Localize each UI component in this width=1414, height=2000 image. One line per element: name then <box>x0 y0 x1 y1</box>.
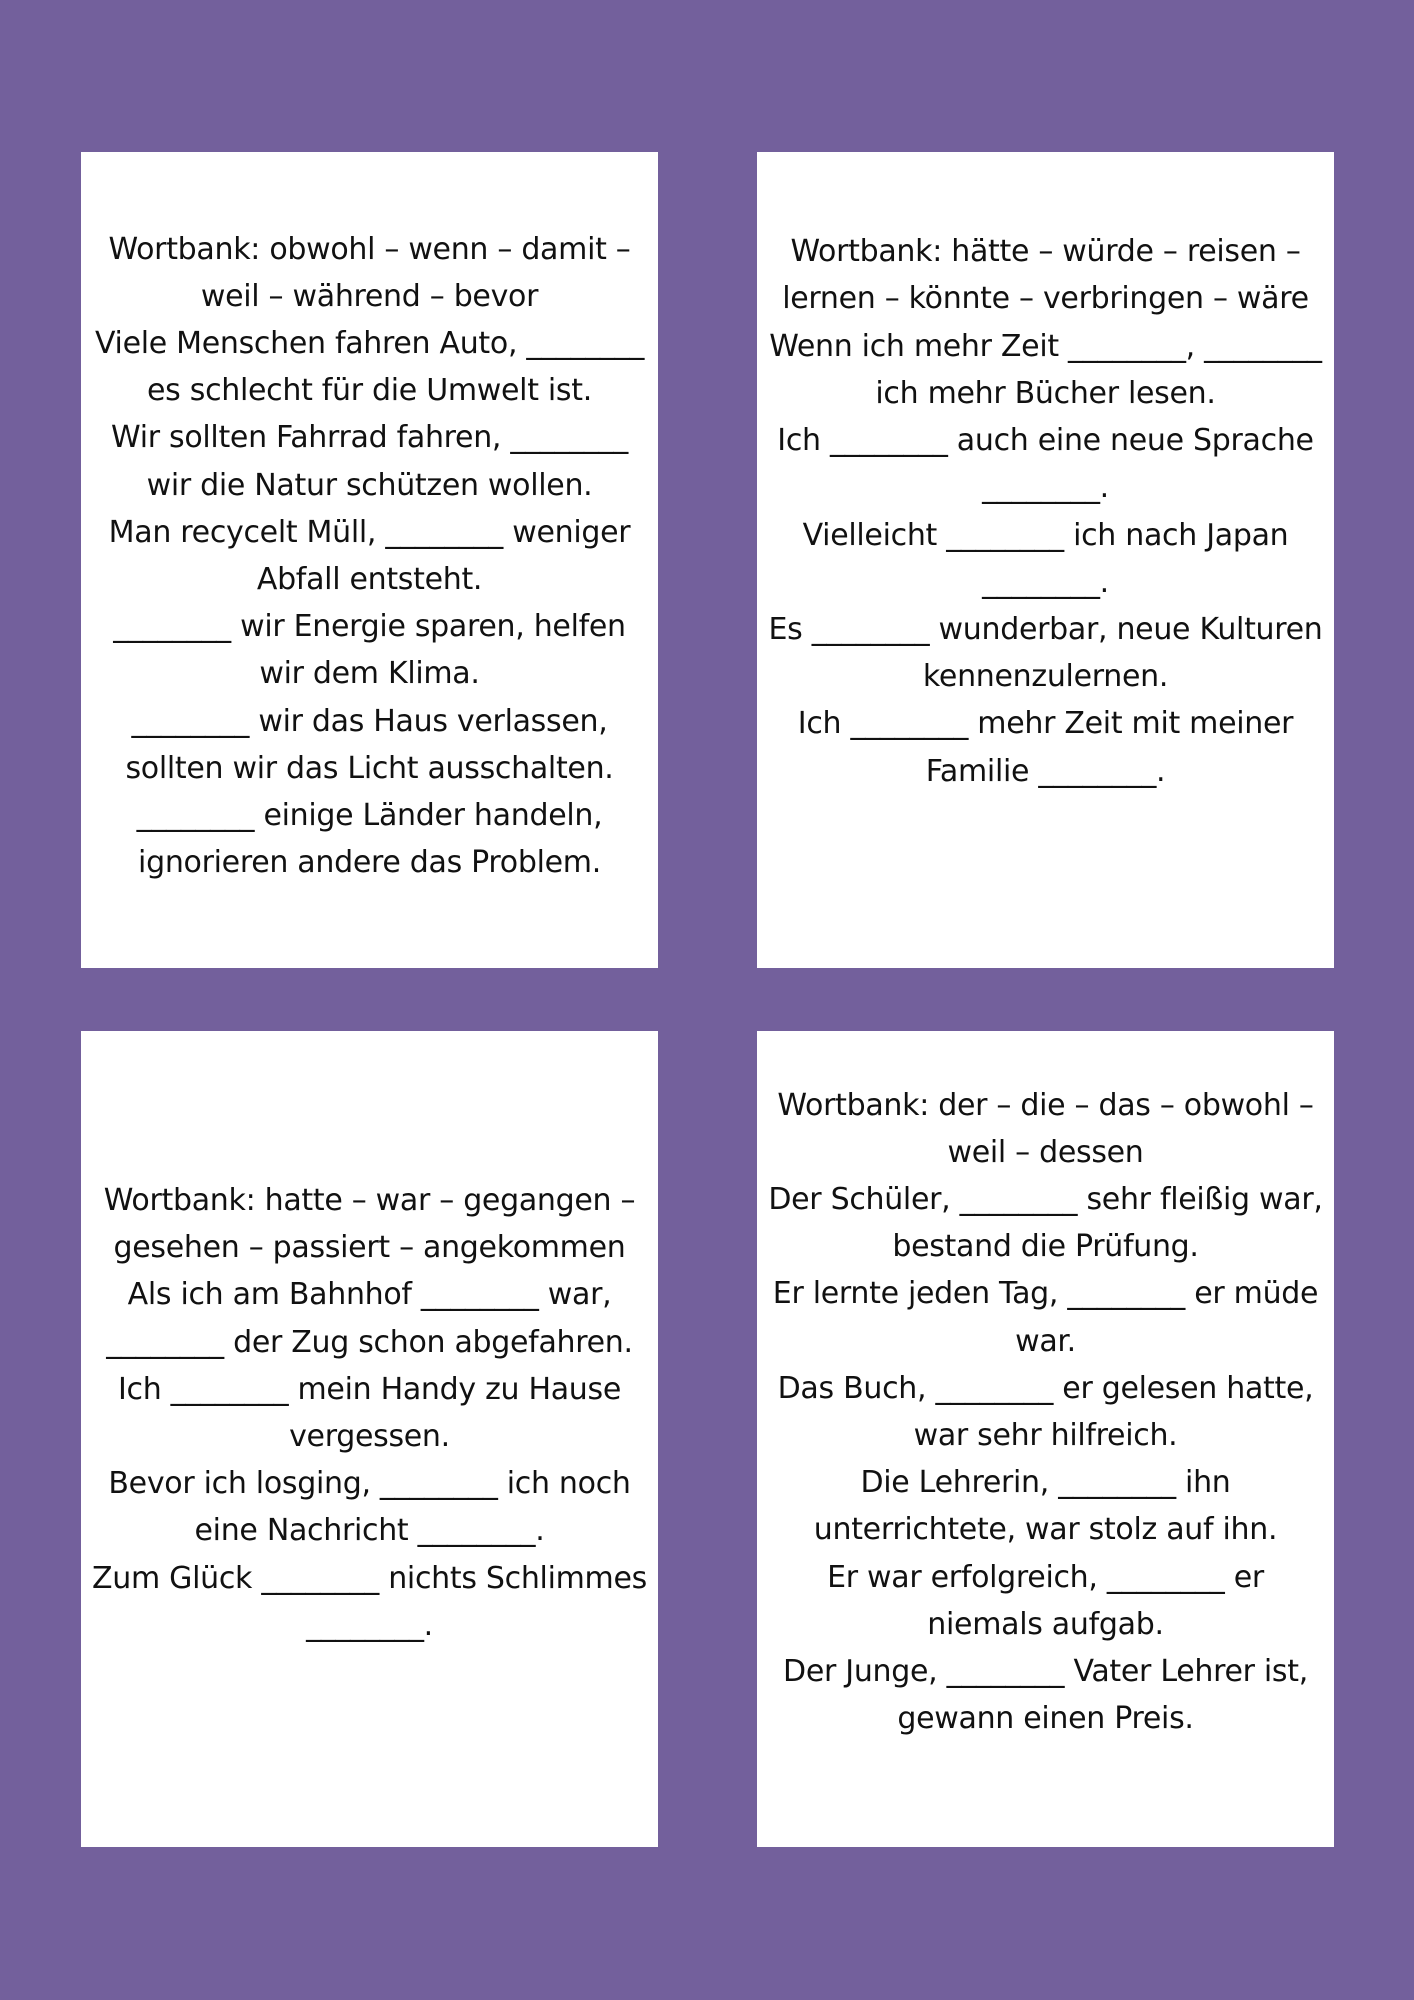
exercise-sentence: Die Lehrerin, ________ ihn unterrichtete, war stolz auf ihn. <box>813 1465 1278 1548</box>
exercise-sentence: Der Schüler, ________ sehr fleißig war, bestand die Prüfung. <box>768 1181 1323 1265</box>
exercise-sentence: Zum Glück ________ nichts Schlimmes ________. <box>92 1560 647 1643</box>
exercise-sentence: Vielleicht ________ ich nach Japan ________. <box>802 517 1289 600</box>
exercise-sentence: Er war erfolgreich, ________ er niemals aufgab. <box>827 1559 1264 1642</box>
exercise-sentence: Ich ________ mehr Zeit mit meiner Familie ________. <box>797 706 1294 789</box>
exercise-sentence: Ich ________ mein Handy zu Hause vergessen. <box>117 1371 622 1454</box>
wordbank: Wortbank: der – die – das – obwohl – weil – dessen <box>777 1087 1314 1170</box>
card-content <box>91 1177 648 1649</box>
exercise-sentence: Das Buch, ________ er gelesen hatte, war sehr hilfreich. <box>777 1370 1314 1453</box>
exercise-sentence: Wenn ich mehr Zeit ________, ________ ich mehr Bücher lesen. <box>769 328 1322 411</box>
wordbank: Wortbank: hatte – war – gegangen – gesehen – passiert – angekommen <box>103 1182 636 1266</box>
exercise-sentence: Wir sollten Fahrrad fahren, ________ wir die Natur schützen wollen. <box>110 420 628 503</box>
worksheet-card-conjunctions <box>81 152 658 968</box>
worksheet-card-konjunktiv <box>757 152 1334 968</box>
exercise-sentence: Bevor ich losging, ________ ich noch eine Nachricht ________. <box>108 1466 631 1549</box>
exercise-sentence: Er lernte jeden Tag, ________ er müde war. <box>772 1276 1319 1359</box>
worksheet-card-plusquamperfekt <box>81 1031 658 1847</box>
exercise-sentence: ________ wir das Haus verlassen, sollten wir das Licht ausschalten. <box>125 703 614 786</box>
exercise-sentence: Es ________ wunderbar, neue Kulturen kennenzulernen. <box>768 611 1323 695</box>
exercise-sentence: ________ einige Länder handeln, ignorieren andere das Problem. <box>136 798 603 881</box>
exercise-sentence: Viele Menschen fahren Auto, ________ es schlecht für die Umwelt ist. <box>94 325 645 409</box>
card-content <box>91 226 648 887</box>
card-content <box>767 228 1324 794</box>
wordbank: Wortbank: obwohl – wenn – damit – weil – während – bevor <box>108 231 631 314</box>
exercise-sentence: ________ wir Energie sparen, helfen wir dem Klima. <box>113 609 626 692</box>
worksheet-card-relative-clauses <box>757 1031 1334 1847</box>
exercise-sentence: Als ich am Bahnhof ________ war, ________ der Zug schon abgefahren. <box>106 1277 633 1360</box>
exercise-sentence: Der Junge, ________ Vater Lehrer ist, gewann einen Preis. <box>783 1654 1308 1737</box>
wordbank: Wortbank: hätte – würde – reisen – lernen – könnte – verbringen – wäre <box>782 234 1309 317</box>
exercise-sentence: Man recycelt Müll, ________ weniger Abfall entsteht. <box>108 514 631 597</box>
exercise-sentence: Ich ________ auch eine neue Sprache ________. <box>777 423 1314 506</box>
card-content <box>767 1082 1324 1743</box>
